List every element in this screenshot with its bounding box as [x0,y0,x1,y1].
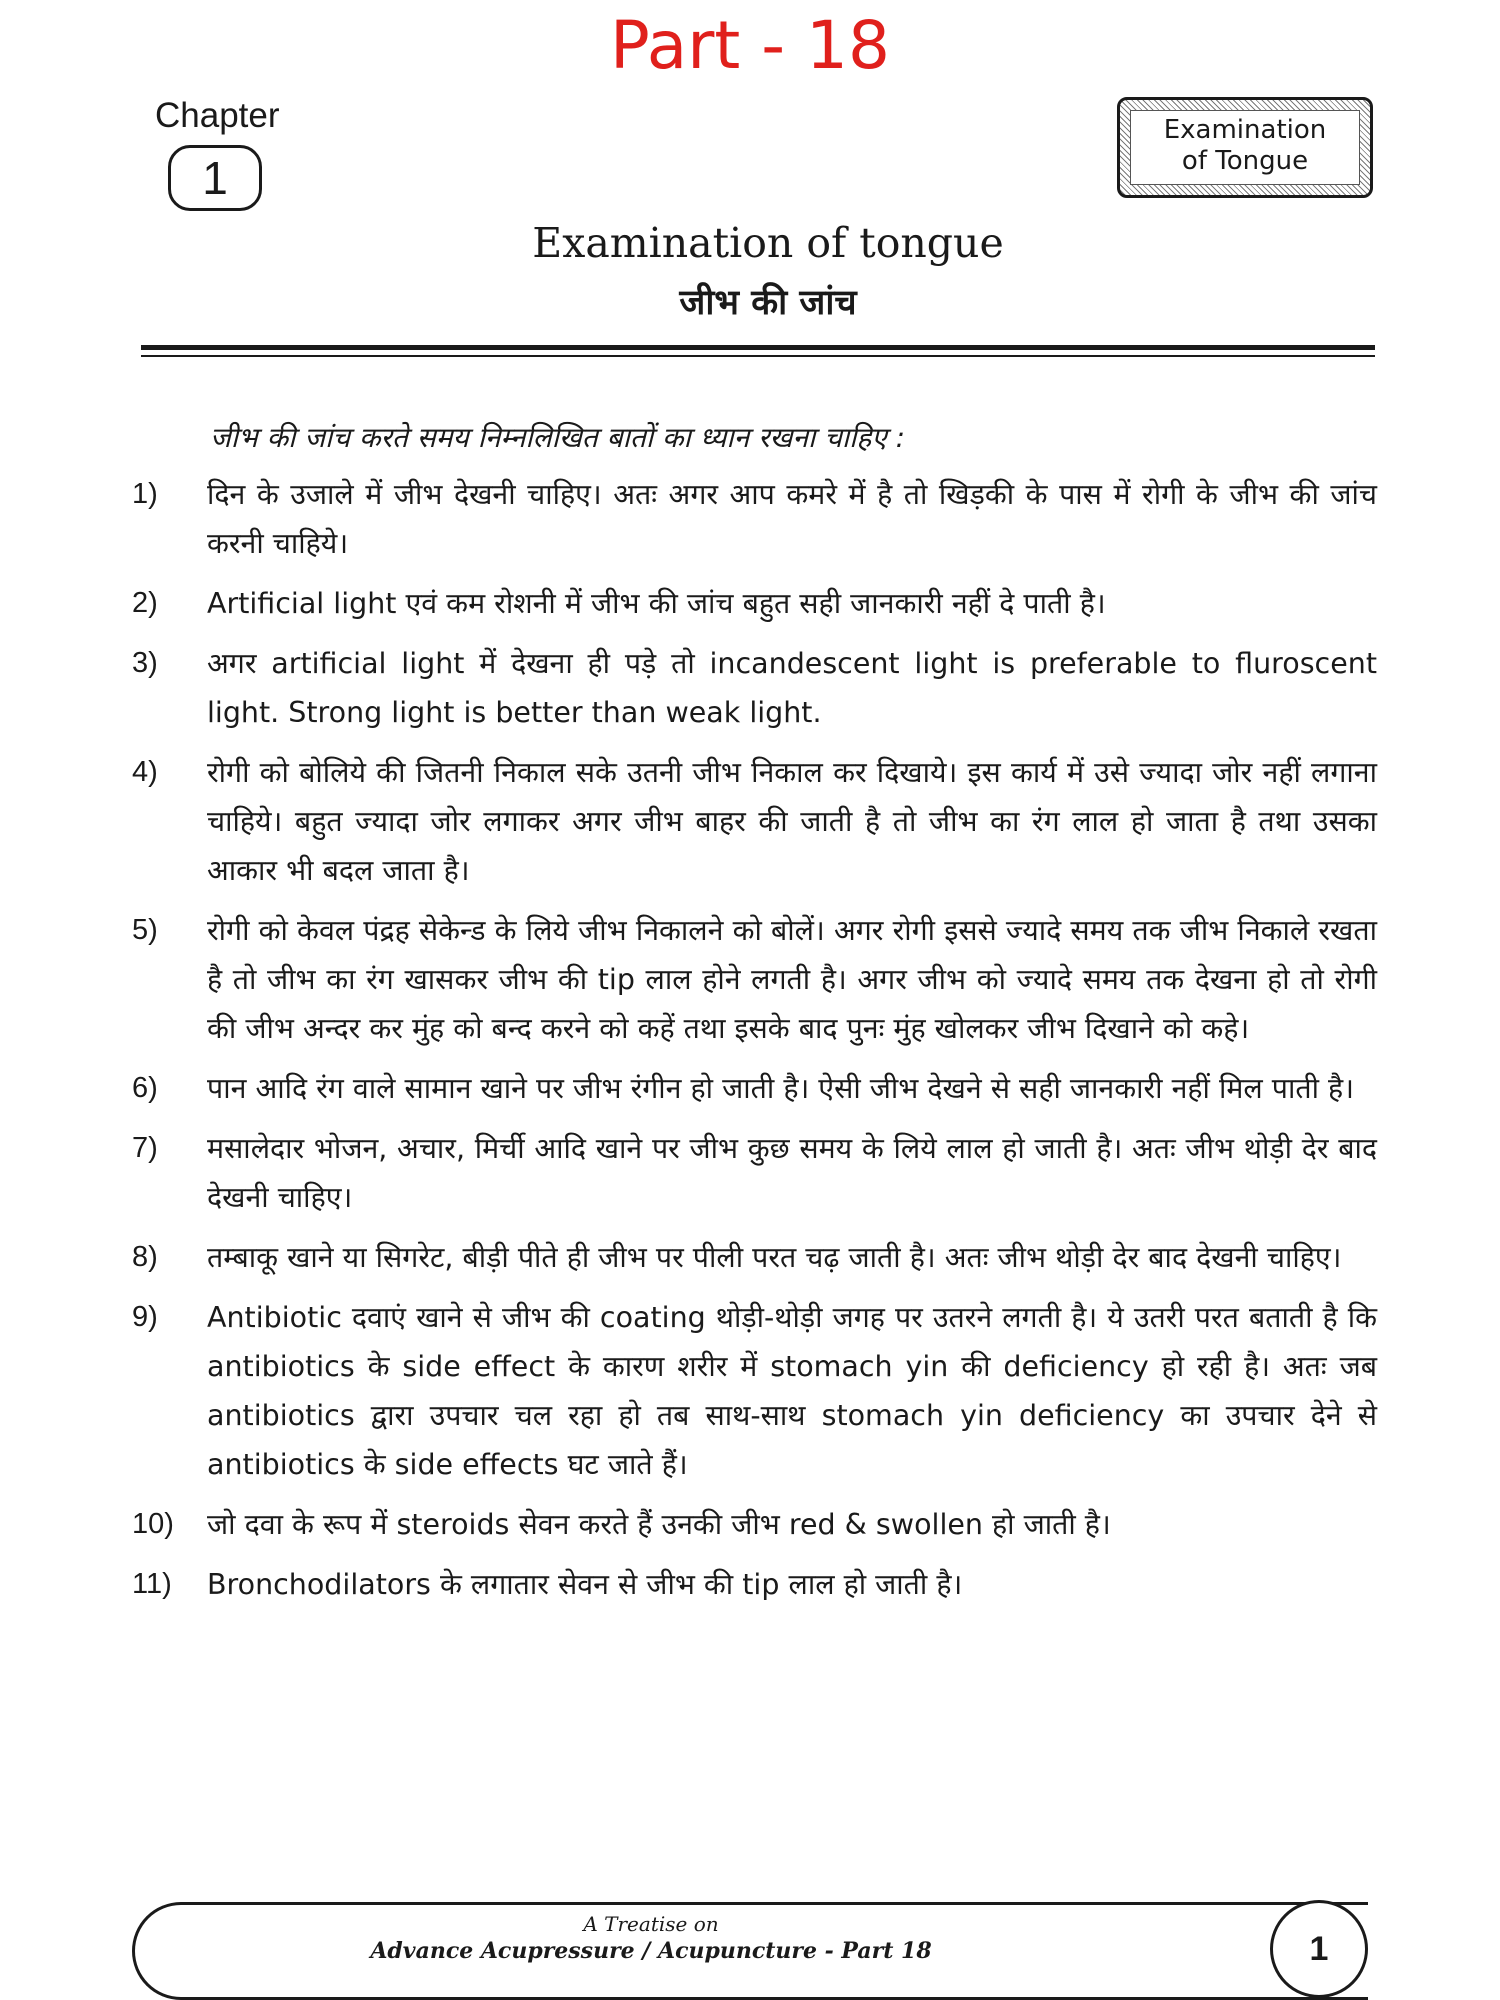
part-title: Part - 18 [609,7,891,84]
page-title: Examination of tongue [532,219,1004,267]
section-tag-box [1117,97,1373,198]
list-item [0,906,1500,1053]
list-item-number: 2) [132,587,158,619]
title-divider-thick [141,345,1375,350]
page-number: 1 [1270,1900,1368,1998]
chapter-number: 1 [168,145,262,211]
list-item-number: 1) [132,478,158,510]
list-item [0,1124,1500,1222]
list-item [0,639,1500,737]
list-item-text: दिन के उजाले में जीभ देखनी चाहिए। अतः अगर आप कमरे में है तो खिड़की के पास में रोगी के जीभ की जांच करनी चाहिये। [207,478,1377,560]
list-item-number: 8) [132,1241,158,1273]
list-item-text: पान आदि रंग वाले सामान खाने पर जीभ रंगीन हो जाती है। ऐसी जीभ देखने से सही जानकारी नहीं मिल पाती है। [207,1072,1354,1105]
list-item-text: Artificial light एवं कम रोशनी में जीभ की जांच बहुत सही जानकारी नहीं दे पाती है। [207,587,1106,620]
list-item [0,1560,1500,1609]
intro-text: जीभ की जांच करते समय निम्नलिखित बातों का ध्यान रखना चाहिए : [210,421,906,454]
list-item-text: रोगी को केवल पंद्रह सेकेन्ड के लिये जीभ निकालने को बोलें। अगर रोगी इससे ज्यादे समय तक जीभ निकाले रखता है तो जीभ का रंग खासकर जीभ की tip लाल होने लगती है। अगर जीभ को ज्यादे समय तक देखना हो तो रोगी की जीभ अन्दर कर मुंह को बन्द करने को कहें तथा इसके बाद पुनः मुंह खोलकर जीभ दिखाने को कहे। [207,914,1377,1045]
list-item-number: 10) [132,1508,174,1540]
list-item-number: 11) [132,1568,172,1600]
list-item [0,1233,1500,1282]
list-item-text: Antibiotic दवाएं खाने से जीभ की coating थोड़ी-थोड़ी जगह पर उतरने लगती है। ये उतरी परत बताती है कि antibiotics के side effect के कारण शरीर में stomach yin की deficiency हो रही है। अतः जब antibiotics द्वारा उपचार चल रहा हो तब साथ-साथ stomach yin deficiency का उपचार देने से antibiotics के side effects घट जाते हैं। [207,1301,1377,1481]
list-item [0,1500,1500,1549]
list-item-number: 5) [132,914,158,946]
list-item-number: 9) [132,1301,158,1333]
footer-book-prefix: A Treatise on [583,1912,719,1936]
section-tag-line2: of Tongue [1181,146,1309,176]
list-item [0,1064,1500,1113]
list-item [0,470,1500,568]
page-title-wrap [0,217,1500,269]
section-tag-inner [1130,110,1360,185]
list-item-text: रोगी को बोलिये की जितनी निकाल सके उतनी जीभ निकाल कर दिखाये। इस कार्य में उसे ज्यादा जोर नहीं लगाना चाहिये। बहुत ज्यादा जोर लगाकर अगर जीभ बाहर की जाती है तो जीभ का रंग लाल हो जाता है तथा उसका आकार भी बदल जाता है। [207,756,1377,887]
list-item-number: 7) [132,1132,158,1164]
list-item-number: 3) [132,647,158,679]
list-item [0,1293,1500,1489]
list-item-text: जो दवा के रूप में steroids सेवन करते हैं उनकी जीभ red & swollen हो जाती है। [207,1508,1111,1541]
title-divider-thin [141,355,1375,357]
list-item-text: तम्बाकू खाने या सिगरेट, बीड़ी पीते ही जीभ पर पीली परत चढ़ जाती है। अतः जीभ थोड़ी देर बाद देखनी चाहिए। [207,1241,1342,1274]
list-item-text: Bronchodilators के लगातार सेवन से जीभ की tip लाल हो जाती है। [207,1568,963,1601]
section-tag-line1: Examination [1163,115,1327,145]
list-item-number: 6) [132,1072,158,1104]
chapter-label: Chapter [155,96,280,135]
list-item-text: मसालेदार भोजन, अचार, मिर्ची आदि खाने पर जीभ कुछ समय के लिये लाल हो जाती है। अतः जीभ थोड़ी देर बाद देखनी चाहिए। [207,1132,1377,1214]
footer-book-title: Advance Acupressure / Acupuncture - Part 18 [370,1938,932,1964]
list-item-text: अगर artificial light में देखना ही पड़े तो incandescent light is preferable to fluroscent light. Strong light is better than weak light. [207,647,1377,729]
list-item-number: 4) [132,756,158,788]
numbered-list [0,470,1500,1620]
page-subtitle-wrap [0,280,1500,326]
page-subtitle: जीभ की जांच [679,282,857,323]
list-item [0,748,1500,895]
list-item [0,579,1500,628]
